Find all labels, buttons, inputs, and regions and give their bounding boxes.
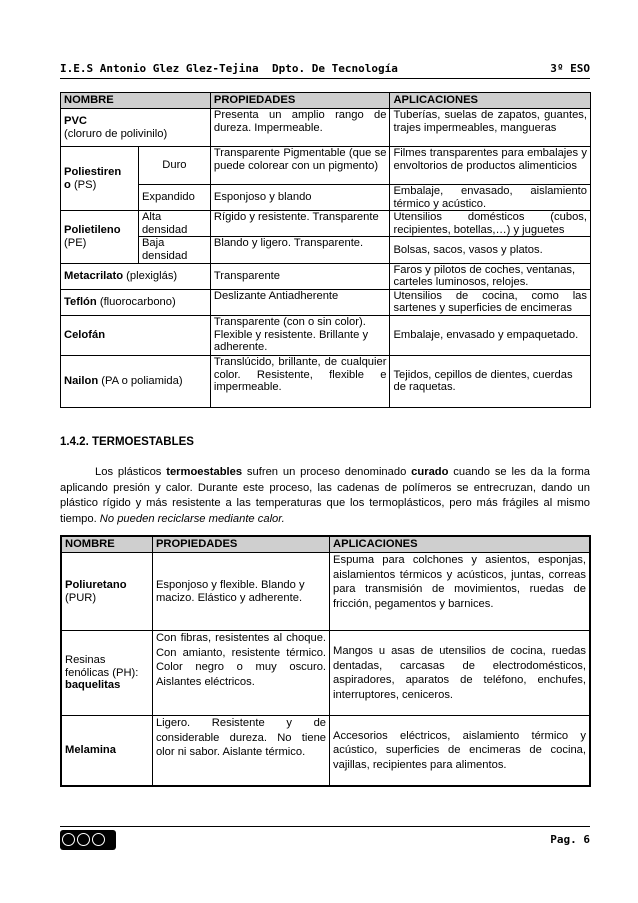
col-header-name: NOMBRE	[61, 536, 152, 553]
col-header-properties: PROPIEDADES	[152, 536, 329, 553]
props-cell: Transparente Pigmentable (que se puede colorear con un pigmento)	[210, 147, 390, 185]
name-cell	[61, 716, 152, 786]
apps-cell: Embalaje, envasado y empaquetado.	[390, 315, 591, 355]
material-name: Poliuretano	[65, 578, 127, 591]
material-sub: baquelitas	[65, 679, 121, 692]
material-name: Nailon	[64, 375, 99, 388]
material-name: Teflón	[64, 296, 97, 309]
table-row	[61, 147, 591, 185]
props-cell: Presenta un amplio rango de dureza. Impermeable.	[210, 109, 390, 147]
variant-cell: Baja densidad	[138, 237, 210, 263]
header-department: Dpto. De Tecnología	[272, 62, 398, 75]
material-sub: (PE)	[64, 236, 87, 249]
apps-cell: Embalaje, envasado, aislamiento térmico y acústico.	[390, 185, 591, 211]
col-header-applications: APLICACIONES	[330, 536, 590, 553]
apps-cell: Bolsas, sacos, vasos y platos.	[390, 237, 591, 263]
name-cell	[61, 211, 139, 263]
material-name: Poliestiren	[64, 166, 122, 178]
header-course: 3º ESO	[550, 62, 590, 75]
table-row	[61, 185, 591, 211]
props-cell: Con fibras, resistentes al choque. Con amianto, resistente térmico. Color negro o muy oscuro. Aislantes eléctricos.	[152, 631, 329, 716]
name-cell	[61, 289, 211, 315]
material-name: Resinas fenólicas (PH):	[65, 654, 139, 679]
material-name-cont: o	[64, 178, 71, 191]
table-row	[61, 109, 591, 147]
col-header-applications: APLICACIONES	[390, 93, 591, 109]
apps-cell: Tuberías, suelas de zapatos, guantes, trajes impermeables, mangueras	[390, 109, 591, 147]
para-italic: No pueden reciclarse mediante calor.	[99, 512, 285, 525]
name-cell	[61, 631, 152, 716]
section-title: 1.4.2. TERMOESTABLES	[60, 436, 194, 448]
material-sub: (PS)	[73, 178, 97, 191]
page-number: Pag. 6	[550, 833, 590, 846]
material-name: Polietileno	[64, 224, 121, 237]
name-cell	[61, 263, 211, 289]
apps-cell: Mangos u asas de utensilios de cocina, ruedas dentadas, carcasas de electrodomésticos, aspiradores, aparatos de teléfono, enchufes, interruptores, ceniceros.	[330, 631, 590, 716]
name-cell	[61, 109, 211, 147]
material-sub: (PA o poliamida)	[101, 375, 183, 388]
thermoplastics-table	[60, 92, 591, 408]
name-cell	[61, 355, 211, 407]
table-row	[61, 631, 590, 716]
para-text: sufren un proceso denominado	[242, 466, 412, 478]
material-sub: (PUR)	[65, 591, 97, 604]
apps-cell: Faros y pilotos de coches, ventanas, carteles luminosos, relojes.	[390, 263, 591, 289]
header-school: I.E.S Antonio Glez Glez-Tejina	[60, 62, 259, 75]
table-header-row	[61, 93, 591, 109]
props-cell: Transparente	[210, 263, 390, 289]
props-cell: Ligero. Resistente y de considerable dureza. No tiene olor ni sabor. Aislante térmico.	[152, 716, 329, 786]
apps-cell: Utensilios de cocina, como las sartenes y superficies de encimeras	[390, 289, 591, 315]
apps-cell: Accesorios eléctricos, aislamiento térmico y acústico, superficies de encimeras de cocina, vajillas, recipientes para alimentos.	[330, 716, 590, 786]
cc-license-icon	[60, 830, 116, 850]
table-row	[61, 355, 591, 407]
name-cell	[61, 553, 152, 631]
material-sub: (plexiglás)	[126, 269, 178, 282]
props-cell: Deslizante Antiadherente	[210, 289, 390, 315]
thermosets-table	[60, 535, 591, 787]
apps-cell: Filmes transparentes para embalajes y envoltorios de productos alimenticios	[390, 147, 591, 185]
props-cell: Esponjoso y flexible. Blando y macizo. Elástico y adherente.	[152, 553, 329, 631]
apps-cell: Espuma para colchones y asientos, esponjas, aislamientos térmicos y acústicos, juntas, correas para transmisión de movimientos, ruedas de fricción, pegamentos y barnices.	[330, 553, 590, 631]
variant-cell: Duro	[138, 147, 210, 185]
apps-cell: Utensilios domésticos (cubos, recipientes, botellas,…) y juguetes	[390, 211, 591, 237]
para-text: cuando se les da la forma aplicando presión y calor. Durante este proceso, las cadenas de polímeros se entrecruzan, dando un plástico rígido y más resistente a las temperaturas que los termoplásticos, pero más frágiles al mismo tiempo.	[60, 466, 590, 525]
name-cell	[61, 147, 139, 211]
table-header-row	[61, 536, 590, 553]
material-name: Metacrilato	[64, 269, 124, 282]
table-row	[61, 716, 590, 786]
material-sub: (fluorocarbono)	[99, 296, 176, 309]
table-row	[61, 553, 590, 631]
material-sub: (cloruro de polivinilo)	[64, 127, 168, 140]
material-name: PVC	[64, 114, 88, 127]
footer-rule	[60, 826, 590, 827]
variant-cell: Expandido	[138, 185, 210, 211]
variant-cell: Alta densidad	[138, 211, 210, 237]
page-header	[60, 60, 590, 79]
table-row	[61, 289, 591, 315]
apps-cell: Tejidos, cepillos de dientes, cuerdas de raquetas.	[390, 355, 591, 407]
para-bold: curado	[411, 466, 449, 478]
material-name: Celofán	[64, 329, 106, 342]
material-name: Melamina	[65, 743, 116, 756]
table-row	[61, 315, 591, 355]
props-cell: Esponjoso y blando	[210, 185, 390, 211]
para-text: Los plásticos	[95, 466, 167, 478]
intro-paragraph	[60, 465, 590, 527]
name-cell	[61, 315, 211, 355]
props-cell: Rígido y resistente. Transparente	[210, 211, 390, 237]
col-header-name: NOMBRE	[61, 93, 211, 109]
table-row	[61, 263, 591, 289]
table-row	[61, 237, 591, 263]
table-row	[61, 211, 591, 237]
props-cell: Transparente (con o sin color). Flexible y resistente. Brillante y adherente.	[210, 315, 390, 355]
col-header-properties: PROPIEDADES	[210, 93, 390, 109]
props-cell: Translúcido, brillante, de cualquier color. Resistente, flexible e impermeable.	[210, 355, 390, 407]
props-cell: Blando y ligero. Transparente.	[210, 237, 390, 263]
para-bold: termoestables	[166, 466, 243, 478]
